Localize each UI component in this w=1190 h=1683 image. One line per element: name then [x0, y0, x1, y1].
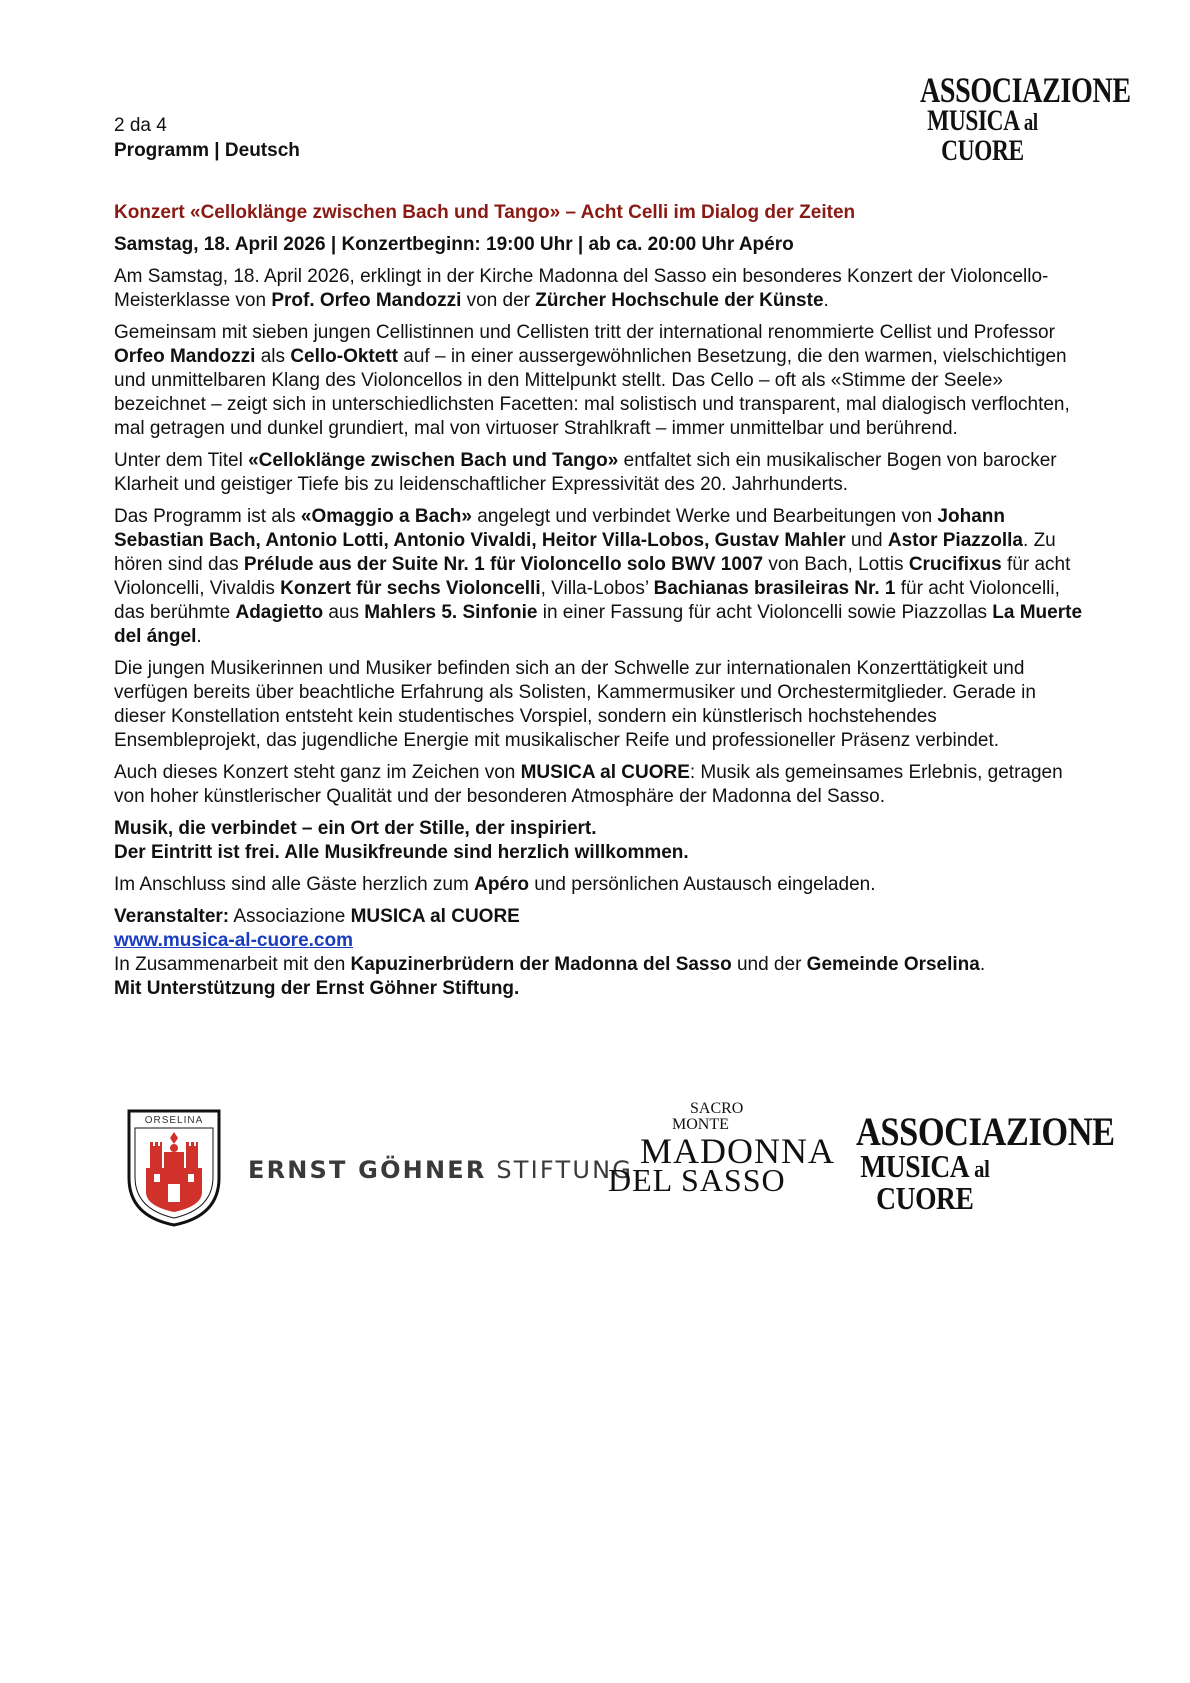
- orselina-crest-icon: [126, 1108, 222, 1228]
- section-label: Programm | Deutsch: [114, 140, 300, 161]
- concert-date: Samstag, 18. April 2026 | Konzertbeginn: 19:00 Uhr | ab ca. 20:00 Uhr Apéro: [114, 234, 794, 255]
- associazione-logo-bottom: ASSOCIAZIONE MUSICA al CUORE: [856, 1109, 1115, 1216]
- paragraph-musica-al-cuore: Auch dieses Konzert steht ganz im Zeichen von MUSICA al CUORE: Musik als gemeinsames Erlebnis, getragen von hoher künstlerischer Qualität und der besonderen Atmosphäre der Madonna del Sasso.: [114, 762, 1063, 807]
- associazione-logo-top: ASSOCIAZIONE MUSICA al CUORE: [920, 70, 1131, 167]
- sacro-monte-madonna-del-sasso-logo: SACRO MONTE MADONNA DEL SASSO: [608, 1100, 835, 1198]
- website-link[interactable]: www.musica-al-cuore.com: [114, 930, 353, 951]
- document-body: [114, 201, 1086, 1009]
- ernst-goehner-stiftung-logo: ERNST GÖHNER STIFTUNG: [248, 1156, 634, 1184]
- page-header: [114, 113, 300, 163]
- page-number: 2 da 4: [114, 115, 167, 136]
- paragraph-intro: Am Samstag, 18. April 2026, erklingt in der Kirche Madonna del Sasso ein besonderes Konzert der Violoncello-Meisterklasse von Prof. Orfeo Mandozzi von der Zürcher Hochschule der Künste.: [114, 266, 1049, 311]
- paragraph-musicians: Die jungen Musikerinnen und Musiker befinden sich an der Schwelle zur internationalen Konzerttätigkeit und verfügen bereits über beachtliche Erfahrung als Solisten, Kammermusiker und Orchestermitglieder. Gerade in dieser Konstellation entsteht kein studentisches Vorspiel, sondern ein künstlerisch hochstehendes Ensembleprojekt, das jugendliche Energie mit musikalischer Reife und professioneller Präsenz verbindet.: [114, 658, 1036, 751]
- paragraph-title-theme: Unter dem Titel «Celloklänge zwischen Bach und Tango» entfaltet sich ein musikalischer Bogen von barocker Klarheit und geistiger Tiefe bis zu leidenschaftlicher Expressivität des 20. Jahrhunderts.: [114, 450, 1057, 495]
- sponsor-logos: [0, 1100, 1190, 1240]
- paragraph-apero: Im Anschluss sind alle Gäste herzlich zum Apéro und persönlichen Austausch eingeladen.: [114, 874, 876, 895]
- svg-text:ORSELINA: ORSELINA: [144, 1115, 204, 1126]
- organizer-block: Veranstalter: Associazione MUSICA al CUORE www.musica-al-cuore.com In Zusammenarbeit mit den Kapuzinerbrüdern der Madonna del Sasso und der Gemeinde Orselina. Mit Unterstützung der Ernst Göhner Stiftung.: [114, 906, 986, 999]
- motto: Musik, die verbindet – ein Ort der Stille, der inspiriert. Der Eintritt ist frei. Alle Musikfreunde sind herzlich willkommen.: [114, 818, 689, 863]
- paragraph-ensemble: Gemeinsam mit sieben jungen Cellistinnen und Cellisten tritt der international renommierte Cellist und Professor Orfeo Mandozzi als Cello-Oktett auf – in einer aussergewöhnlichen Besetzung, die den warmen, vielschichtigen und unmittelbaren Klang des Violoncellos in den Mittelpunkt stellt. Das Cello – oft als «Stimme der Seele» bezeichnet – zeigt sich in unterschiedlichsten Facetten: mal solistisch und transparent, mal dialogisch verflochten, mal getragen und dunkel grundiert, mal von virtuoser Strahlkraft – immer unmittelbar und berührend.: [114, 322, 1070, 439]
- paragraph-program: Das Programm ist als «Omaggio a Bach» angelegt und verbindet Werke und Bearbeitungen von Johann Sebastian Bach, Antonio Lotti, Antonio Vivaldi, Heitor Villa-Lobos, Gustav Mahler und Astor Piazzolla. Zu hören sind das Prélude aus der Suite Nr. 1 für Violoncello solo BWV 1007 von Bach, Lottis Crucifixus für acht Violoncelli, Vivaldis Konzert für sechs Violoncelli, Villa-Lobos’ Bachianas brasileiras Nr. 1 für acht Violoncelli, das berühmte Adagietto aus Mahlers 5. Sinfonie in einer Fassung für acht Violoncelli sowie Piazzollas La Muerte del ángel.: [114, 506, 1083, 647]
- concert-title: Konzert «Celloklänge zwischen Bach und Tango» – Acht Celli im Dialog der Zeiten: [114, 202, 856, 223]
